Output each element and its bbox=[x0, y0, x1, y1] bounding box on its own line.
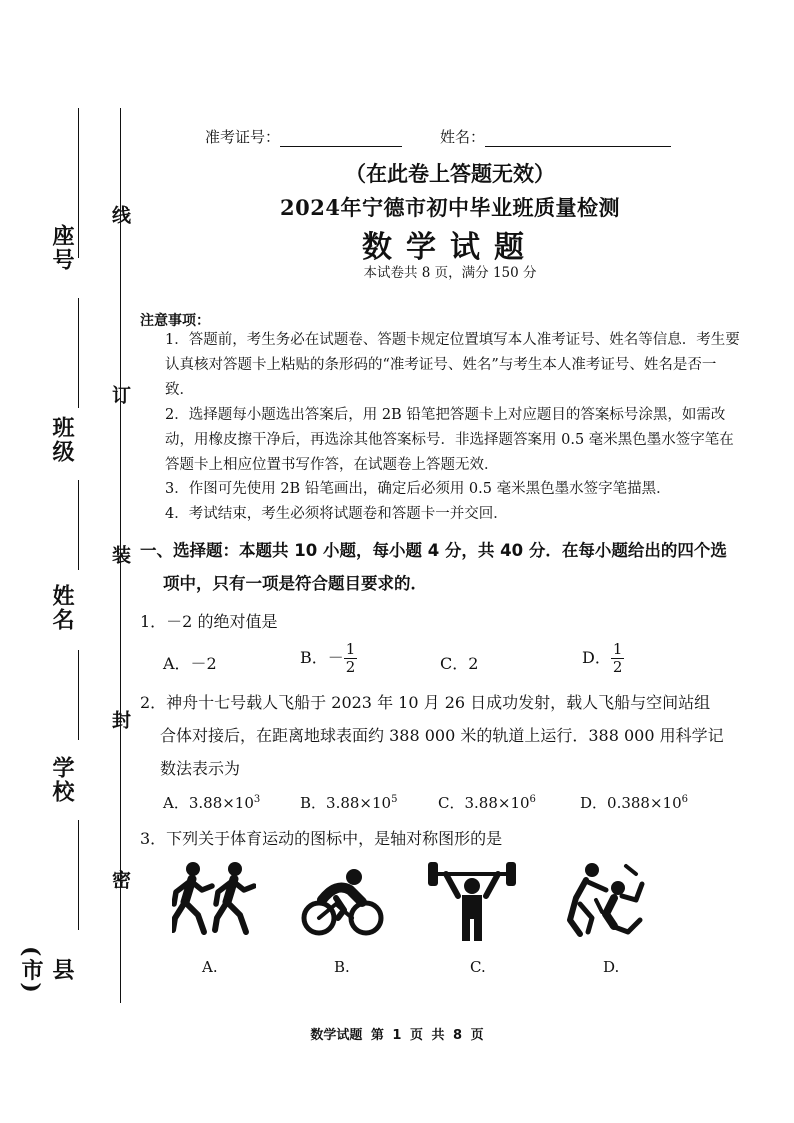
exam-id-field bbox=[205, 126, 402, 147]
q1-option-b-denominator: 2 bbox=[345, 658, 356, 676]
q2-option-c-exponent: 6 bbox=[529, 794, 536, 805]
q1-option-d-numerator: 1 bbox=[612, 640, 623, 658]
q1-option-d-denominator: 2 bbox=[612, 658, 623, 676]
invalid-note: （在此卷上答题无效） bbox=[345, 161, 555, 186]
q2-option-a-exponent: 3 bbox=[253, 794, 261, 805]
section-1-line-2: 项中，只有一项是符合题目要求的． bbox=[163, 574, 427, 593]
name-label: 姓名： bbox=[440, 128, 486, 146]
q1-option-b bbox=[300, 641, 357, 676]
seal-word-seal: 封 bbox=[109, 710, 131, 729]
subject-title: 数学试题 bbox=[362, 230, 538, 265]
q2-option-a bbox=[163, 792, 260, 813]
binding-line bbox=[120, 108, 121, 1003]
q1-option-a: A．－2 bbox=[163, 654, 217, 673]
county-label: 县(市) bbox=[18, 945, 75, 995]
q2-option-d-base: D．0.388×10 bbox=[580, 794, 682, 812]
cycling-icon bbox=[300, 860, 386, 944]
q2-option-c bbox=[438, 792, 536, 813]
seat-blank bbox=[78, 108, 79, 258]
exam-id-blank[interactable] bbox=[280, 130, 402, 147]
notice-item-4: 4．考试结束，考生必须将试题卷和答题卡一并交回． bbox=[165, 506, 508, 522]
name-field bbox=[440, 126, 671, 147]
weightlifting-icon bbox=[424, 860, 520, 946]
q1-option-d-prefix: D． bbox=[582, 648, 611, 667]
q1-option-c: C．2 bbox=[440, 654, 479, 673]
notice-item-1: 1．答题前，考生务必在试题卷、答题卡规定位置填写本人准考证号、姓名等信息．考生要认真核对答题卡上粘贴的条形码的“准考证号、姓名”与考生本人准考证号、姓名是否一致． bbox=[165, 332, 740, 398]
name-label: 姓名 bbox=[49, 584, 75, 632]
seal-word-close: 密 bbox=[109, 870, 131, 889]
q3-option-d-label: D. bbox=[603, 958, 620, 976]
q2-option-b-base: B．3.88×10 bbox=[300, 794, 392, 812]
paper-info: 本试卷共 8 页，满分 150 分 bbox=[363, 265, 537, 281]
school-label: 学校 bbox=[49, 756, 75, 804]
class-blank bbox=[78, 298, 79, 408]
q3-option-b-label: B. bbox=[334, 958, 350, 976]
q1-stem: 1．－2 的绝对值是 bbox=[140, 612, 278, 631]
running-pair-icon bbox=[172, 860, 256, 944]
notice-item-2: 2．选择题每小题选出答案后，用 2B 铅笔把答题卡上对应题目的答案标号涂黑，如需改动，用橡皮擦干净后，再选涂其他答案标号．非选择题答案用 0.5 毫米黑色墨水签字笔在答题卡上相应位置书写作答，在试题卷上答题无效． bbox=[165, 407, 734, 473]
q2-option-b bbox=[300, 792, 397, 813]
q2-option-a-base: A．3.88×10 bbox=[163, 794, 254, 812]
exam-title: 2024年宁德市初中毕业班质量检测 bbox=[280, 195, 620, 220]
judo-icon bbox=[566, 860, 646, 944]
seal-word-order: 订 bbox=[109, 385, 131, 404]
q2-option-c-base: C．3.88×10 bbox=[438, 794, 530, 812]
section-1-line-1: 一、选择题：本题共 10 小题，每小题 4 分，共 40 分．在每小题给出的四个选 bbox=[140, 541, 727, 560]
q2-line-2: 合体对接后，在距离地球表面约 388 000 米的轨道上运行．388 000 用科学记 bbox=[160, 726, 724, 745]
q2-line-3: 数法表示为 bbox=[160, 759, 241, 778]
q1-option-d bbox=[582, 641, 624, 676]
school-blank bbox=[78, 650, 79, 740]
class-label: 班级 bbox=[49, 416, 75, 464]
q1-option-b-prefix: B．－ bbox=[300, 648, 344, 667]
q1-option-b-numerator: 1 bbox=[345, 640, 356, 658]
q2-option-d-exponent: 6 bbox=[681, 794, 688, 805]
q2-line-1: 2．神舟十七号载人飞船于 2023 年 10 月 26 日成功发射，载人飞船与空间站组 bbox=[140, 693, 711, 712]
county-blank bbox=[78, 820, 79, 930]
name-blank bbox=[78, 480, 79, 570]
name-blank[interactable] bbox=[485, 130, 671, 147]
page-footer: 数学试题 第 1 页 共 8 页 bbox=[310, 1028, 484, 1043]
notice-item-3: 3．作图可先使用 2B 铅笔画出，确定后必须用 0.5 毫米黑色墨水签字笔描黑． bbox=[165, 481, 671, 497]
q2-option-b-exponent: 5 bbox=[391, 794, 398, 805]
q3-stem: 3．下列关于体育运动的图标中，是轴对称图形的是 bbox=[140, 829, 503, 848]
q1-option-d-fraction bbox=[611, 641, 625, 676]
q2-option-d bbox=[580, 792, 688, 813]
seal-word-bind: 装 bbox=[109, 545, 131, 564]
notice-heading: 注意事项： bbox=[140, 313, 210, 329]
q3-option-c-label: C. bbox=[470, 958, 486, 976]
q1-option-b-fraction bbox=[344, 641, 358, 676]
seal-word-line: 线 bbox=[109, 205, 131, 224]
exam-id-label: 准考证号： bbox=[205, 128, 281, 146]
seat-label: 座号 bbox=[49, 224, 75, 272]
q3-option-a-label: A. bbox=[202, 958, 218, 976]
